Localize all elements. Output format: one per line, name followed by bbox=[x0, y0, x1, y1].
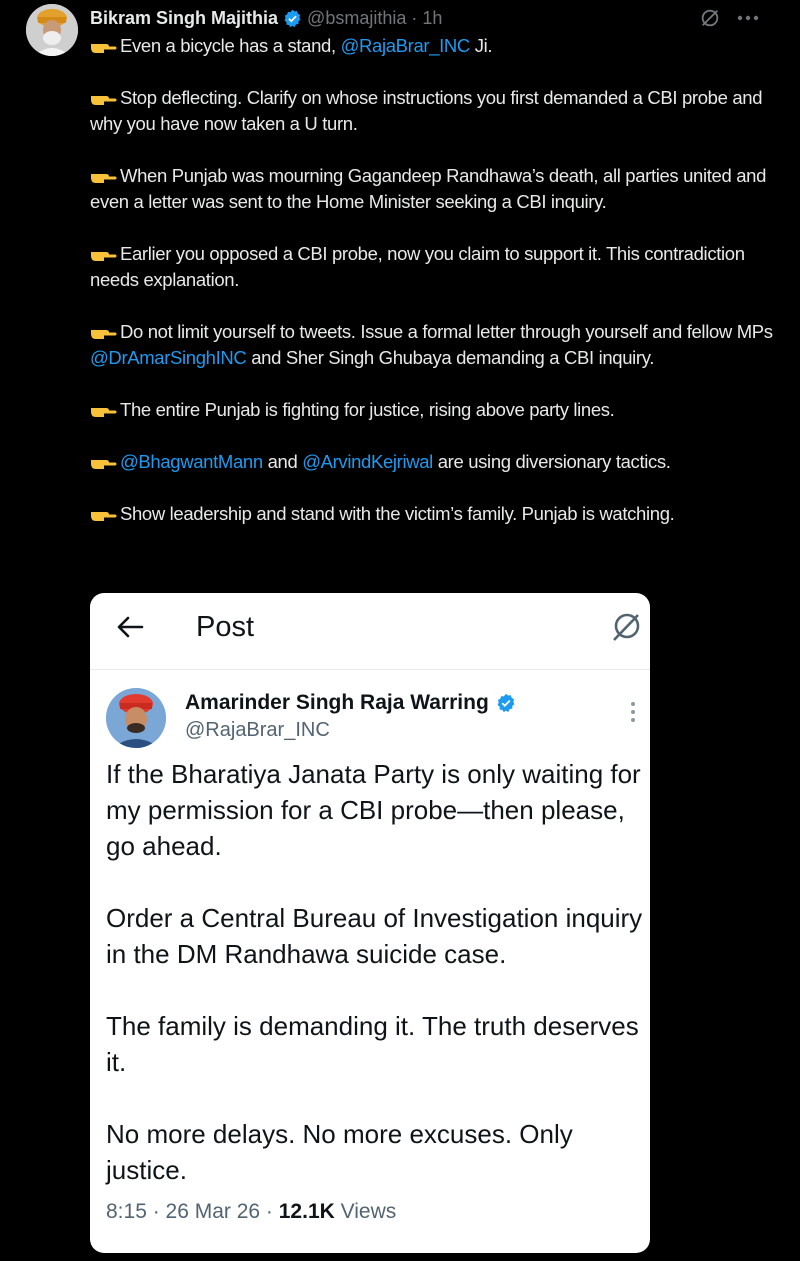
tweet-text: and bbox=[262, 451, 303, 472]
more-vertical-icon bbox=[630, 701, 636, 723]
tweet-text: Stop deflecting. Clarify on whose instructions you first demanded a CBI probe and why you have now taken a U turn. bbox=[90, 87, 763, 134]
embedded-paragraph: No more delays. No more excuses. Only justice. bbox=[106, 1119, 573, 1185]
tweet-paragraph bbox=[90, 397, 780, 423]
mention-link[interactable]: @RajaBrar_INC bbox=[340, 35, 470, 56]
verified-badge-icon bbox=[283, 9, 302, 28]
author-name[interactable]: Bikram Singh Majithia bbox=[90, 7, 279, 28]
pointing-right-icon bbox=[90, 87, 117, 103]
embedded-author-name-row bbox=[185, 691, 521, 715]
tweet-paragraph bbox=[90, 241, 780, 293]
tweet-text: Ji. bbox=[469, 35, 493, 56]
tweet-header bbox=[90, 5, 442, 31]
pointing-right-icon bbox=[90, 165, 117, 181]
tweet-time[interactable]: · 1h bbox=[411, 7, 443, 28]
views-label: Views bbox=[334, 1200, 397, 1223]
embedded-paragraph: Order a Central Bureau of Investigation inquiry in the DM Randhawa suicide case. bbox=[106, 903, 643, 969]
grok-slash-icon bbox=[610, 611, 642, 643]
author-avatar[interactable] bbox=[26, 4, 78, 56]
embedded-author-avatar bbox=[106, 688, 166, 748]
mention-link[interactable]: @BhagwantMann bbox=[120, 451, 263, 472]
embedded-paragraph: The family is demanding it. The truth deserves it. bbox=[106, 1011, 639, 1077]
tweet-text: When Punjab was mourning Gagandeep Randhawa’s death, all parties united and even a letter was sent to the Home Minister seeking a CBI inquiry. bbox=[90, 165, 767, 212]
mention-link[interactable]: @DrAmarSinghINC bbox=[90, 347, 247, 368]
pointing-right-icon bbox=[90, 451, 117, 467]
tweet-paragraph bbox=[90, 501, 780, 527]
mention-link[interactable]: @ArvindKejriwal bbox=[302, 451, 433, 472]
pointing-right-icon bbox=[90, 35, 117, 51]
tweet-text: The entire Punjab is fighting for justice, rising above party lines. bbox=[120, 399, 615, 420]
tweet-paragraph bbox=[90, 319, 780, 371]
tweet-paragraph bbox=[90, 85, 780, 137]
pointing-right-icon bbox=[90, 321, 117, 337]
tweet-text: Show leadership and stand with the victim’s family. Punjab is watching. bbox=[120, 503, 675, 524]
verified-badge-icon bbox=[496, 693, 516, 713]
embedded-post-image[interactable] bbox=[90, 593, 650, 1253]
tweet-body bbox=[90, 33, 780, 553]
author-handle[interactable]: @bsmajithia bbox=[307, 7, 407, 28]
header-actions bbox=[698, 6, 760, 30]
embedded-post-body bbox=[106, 756, 646, 1224]
pointing-right-icon bbox=[90, 399, 117, 415]
tweet-paragraph bbox=[90, 33, 780, 59]
pointing-right-icon bbox=[90, 503, 117, 519]
tweet-text: Earlier you opposed a CBI probe, now you claim to support it. This contradiction needs explanation. bbox=[90, 243, 745, 290]
embedded-post-title: Post bbox=[196, 611, 255, 643]
tweet-text: are using diversionary tactics. bbox=[432, 451, 671, 472]
embedded-post-time: 8:15 · 26 Mar 26 · bbox=[106, 1200, 279, 1223]
back-arrow-icon bbox=[114, 611, 146, 643]
pointing-right-icon bbox=[90, 243, 117, 259]
grok-slash-icon[interactable] bbox=[698, 6, 722, 30]
tweet-text: Do not limit yourself to tweets. Issue a formal letter through yourself and fellow MPs bbox=[120, 321, 773, 342]
tweet-paragraph bbox=[90, 163, 780, 215]
embedded-post-header bbox=[90, 593, 650, 670]
embedded-author-handle: @RajaBrar_INC bbox=[185, 719, 330, 741]
tweet-paragraph bbox=[90, 449, 780, 475]
embedded-paragraph: If the Bharatiya Janata Party is only waiting for my permission for a CBI probe—then please, go ahead. bbox=[106, 759, 641, 861]
embedded-post-meta bbox=[106, 1200, 396, 1224]
more-dots-icon[interactable] bbox=[736, 6, 760, 30]
embedded-author-name: Amarinder Singh Raja Warring bbox=[185, 691, 489, 714]
tweet-text: Even a bicycle has a stand, bbox=[120, 35, 341, 56]
tweet-text: and Sher Singh Ghubaya demanding a CBI inquiry. bbox=[246, 347, 655, 368]
views-count: 12.1K bbox=[278, 1200, 335, 1223]
